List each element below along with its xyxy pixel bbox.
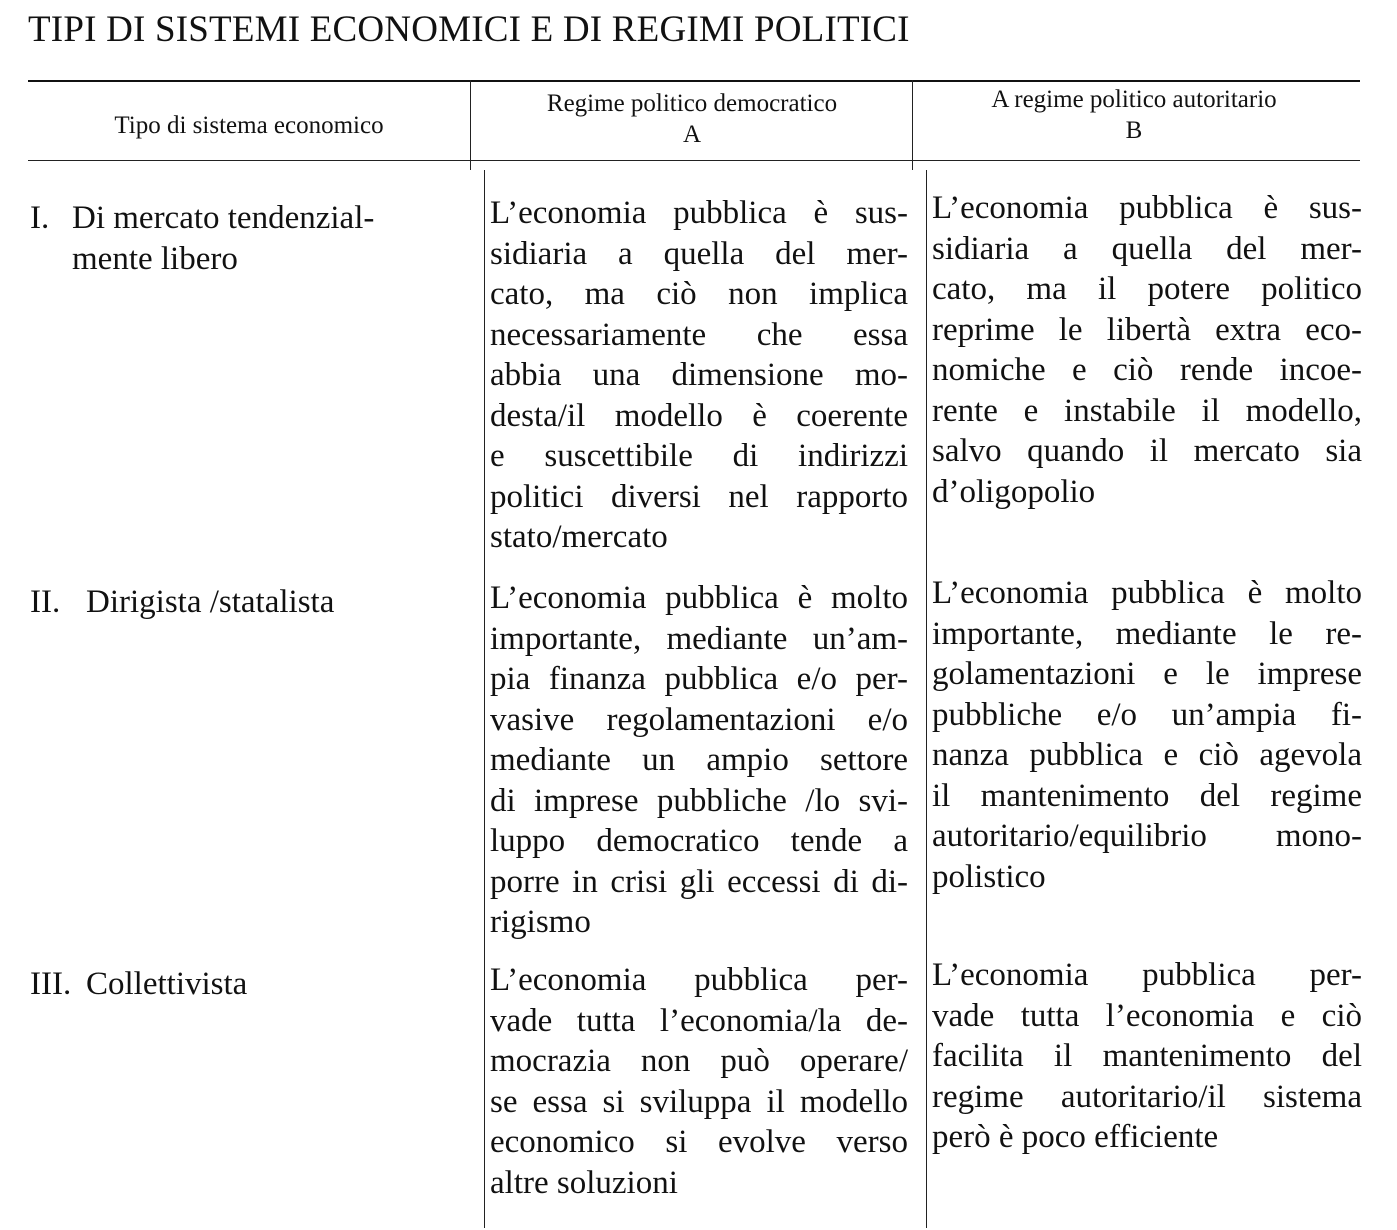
cell-line: mediante un ampio settore xyxy=(490,742,908,778)
header-label: Tipo di sistema economico xyxy=(114,112,384,139)
page-title: TIPI DI SISTEMI ECONOMICI E DI REGIMI POLITICI xyxy=(28,9,910,50)
header-autoritario xyxy=(914,84,1354,146)
row-label-text: Collettivista xyxy=(86,966,248,1002)
cell-line: il mantenimento del regime xyxy=(932,777,1362,814)
cell-line: polistico xyxy=(932,858,1046,895)
header-divider-2 xyxy=(912,80,913,170)
row-label-mercato xyxy=(30,198,452,280)
cell-line: vade tutta l’economia e ciò xyxy=(932,997,1362,1034)
cell-line: L’economia pubblica è sus- xyxy=(932,190,1362,226)
cell-line: reprime le libertà extra eco- xyxy=(932,311,1362,348)
cell-line: vasive regolamentazioni e/o xyxy=(490,701,908,738)
row-label-dirigista xyxy=(30,582,452,623)
cell-line: nanza pubblica e ciò agevola xyxy=(932,737,1362,773)
cell-row3-democratico xyxy=(490,960,908,1203)
cell-line: abbia una dimensione mo- xyxy=(490,357,908,393)
cell-row3-autoritario xyxy=(932,955,1362,1158)
cell-line: luppo democratico tende a xyxy=(490,823,908,859)
cell-line: cato, ma ciò non implica xyxy=(490,276,908,312)
cell-row2-autoritario xyxy=(932,573,1362,897)
cell-line: pia finanza pubblica e/o per- xyxy=(490,661,908,697)
row-number: II. xyxy=(30,584,61,620)
cell-line: sidiaria a quella del mer- xyxy=(490,235,908,272)
header-tipo-sistema xyxy=(28,110,470,141)
header-democratico xyxy=(472,88,912,150)
cell-line: L’economia pubblica è molto xyxy=(932,575,1362,611)
cell-line: autoritario/equilibrio mono- xyxy=(932,818,1362,854)
cell-line: mocrazia non può operare/ xyxy=(490,1043,908,1079)
cell-line: L’economia pubblica per- xyxy=(490,962,908,998)
cell-line: sidiaria a quella del mer- xyxy=(932,230,1362,267)
cell-line: stato/mercato xyxy=(490,519,668,555)
body-divider-2 xyxy=(926,170,927,1228)
cell-line: politici diversi nel rapporto xyxy=(490,478,908,515)
cell-line: pubbliche e/o un’ampia fi- xyxy=(932,696,1362,733)
cell-row2-democratico xyxy=(490,578,908,943)
body-divider-1 xyxy=(484,170,485,1228)
row-number: III. xyxy=(30,966,72,1002)
cell-line: economico si evolve verso xyxy=(490,1124,908,1160)
header-divider-1 xyxy=(470,80,471,170)
row-label-collettivista xyxy=(30,964,452,1005)
cell-line: facilita il mantenimento del xyxy=(932,1038,1362,1074)
cell-row1-autoritario xyxy=(932,188,1362,512)
table-header-rule xyxy=(28,160,1360,161)
cell-line: salvo quando il mercato sia xyxy=(932,433,1362,469)
cell-line: e suscettibile di indirizzi xyxy=(490,438,908,474)
row-label-text: Di mercato tendenzial- xyxy=(72,200,375,236)
cell-line: se essa si sviluppa il modello xyxy=(490,1083,908,1120)
cell-line: d’oligopolio xyxy=(932,473,1096,510)
cell-line: golamentazioni e le imprese xyxy=(932,656,1362,692)
cell-row1-democratico xyxy=(490,193,908,558)
cell-line: regime autoritario/il sistema xyxy=(932,1078,1362,1115)
cell-line: porre in crisi gli eccessi di di- xyxy=(490,863,908,900)
cell-line: rigismo xyxy=(490,904,591,940)
cell-line: vade tutta l’economia/la de- xyxy=(490,1002,908,1039)
row-label-text: Dirigista /statalista xyxy=(86,584,335,620)
row-number: I. xyxy=(30,200,50,236)
cell-line: rente e instabile il modello, xyxy=(932,392,1362,429)
table-top-rule xyxy=(28,80,1360,82)
cell-line: importante, mediante le re- xyxy=(932,615,1362,652)
cell-line: L’economia pubblica per- xyxy=(932,957,1362,993)
cell-line: altre soluzioni xyxy=(490,1164,678,1201)
cell-line: necessariamente che essa xyxy=(490,316,908,353)
cell-line: L’economia pubblica è molto xyxy=(490,580,908,616)
header-letter: B xyxy=(1125,117,1143,144)
cell-line: cato, ma il potere politico xyxy=(932,271,1362,307)
cell-line: nomiche e ciò rende incoe- xyxy=(932,352,1362,388)
cell-line: L’economia pubblica è sus- xyxy=(490,195,908,231)
cell-line: però è poco efficiente xyxy=(932,1119,1219,1155)
header-label: Regime politico democratico xyxy=(546,90,838,117)
cell-line: desta/il modello è coerente xyxy=(490,397,908,434)
cell-line: di imprese pubbliche /lo svi- xyxy=(490,782,908,819)
cell-line: importante, mediante un’am- xyxy=(490,620,908,657)
row-label-text: mente libero xyxy=(72,241,238,277)
header-letter: A xyxy=(682,121,702,148)
header-label: A regime politico autoritario xyxy=(991,86,1277,113)
